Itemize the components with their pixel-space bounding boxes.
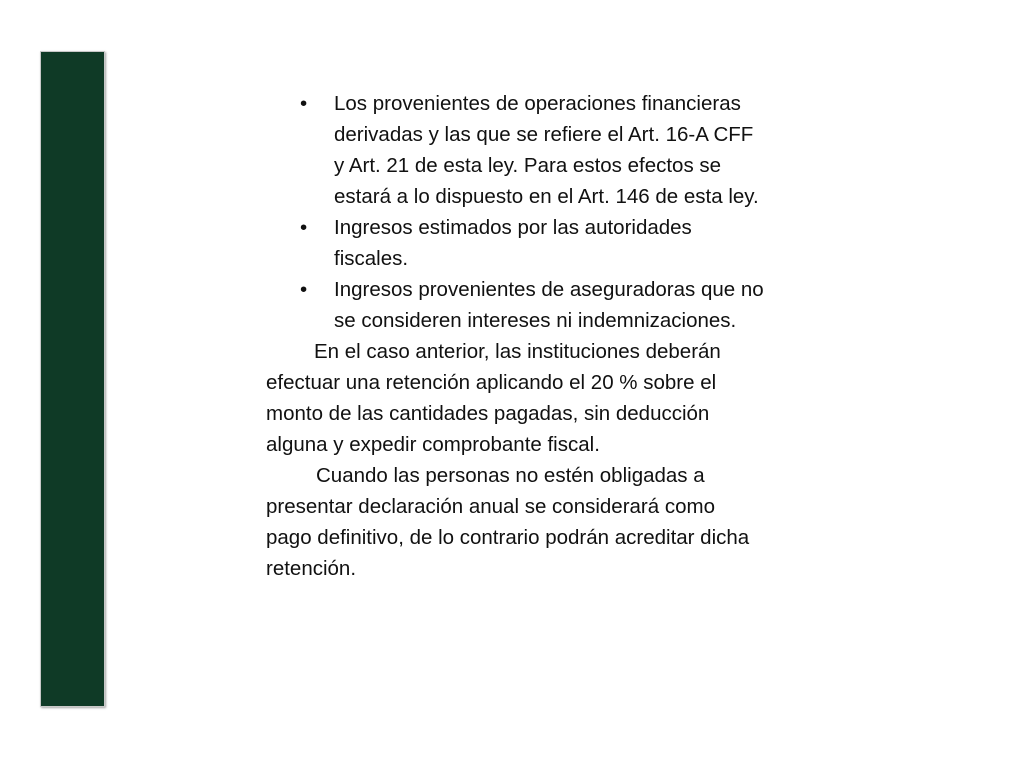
paragraph-retention: En el caso anterior, las instituciones deberán efectuar una retención aplicando el 20 % sobre el monto de las cantidades pagadas, sin deducción alguna y expedir comprobante fiscal. — [266, 340, 721, 456]
bullet-list — [266, 88, 766, 336]
bullet-item-derivatives: • Los provenientes de operaciones financieras derivadas y las que se refiere el Art. 16-A CFF y Art. 21 de esta ley. Para estos efectos se estará a lo dispuesto en el Art. 146 de esta ley. — [266, 88, 766, 212]
bullet-item-estimated-income: • Ingresos estimados por las autoridades fiscales. — [266, 212, 766, 274]
slide-content — [266, 88, 766, 584]
paragraph-definitive-payment: Cuando las personas no estén obligadas a presentar declaración anual se considerará como pago definitivo, de lo contrario podrán acreditar dicha retención. — [266, 464, 750, 580]
green-side-bar — [40, 51, 105, 707]
bullet-item-insurers: • Ingresos provenientes de aseguradoras que no se consideren intereses ni indemnizaciones. — [266, 274, 766, 336]
